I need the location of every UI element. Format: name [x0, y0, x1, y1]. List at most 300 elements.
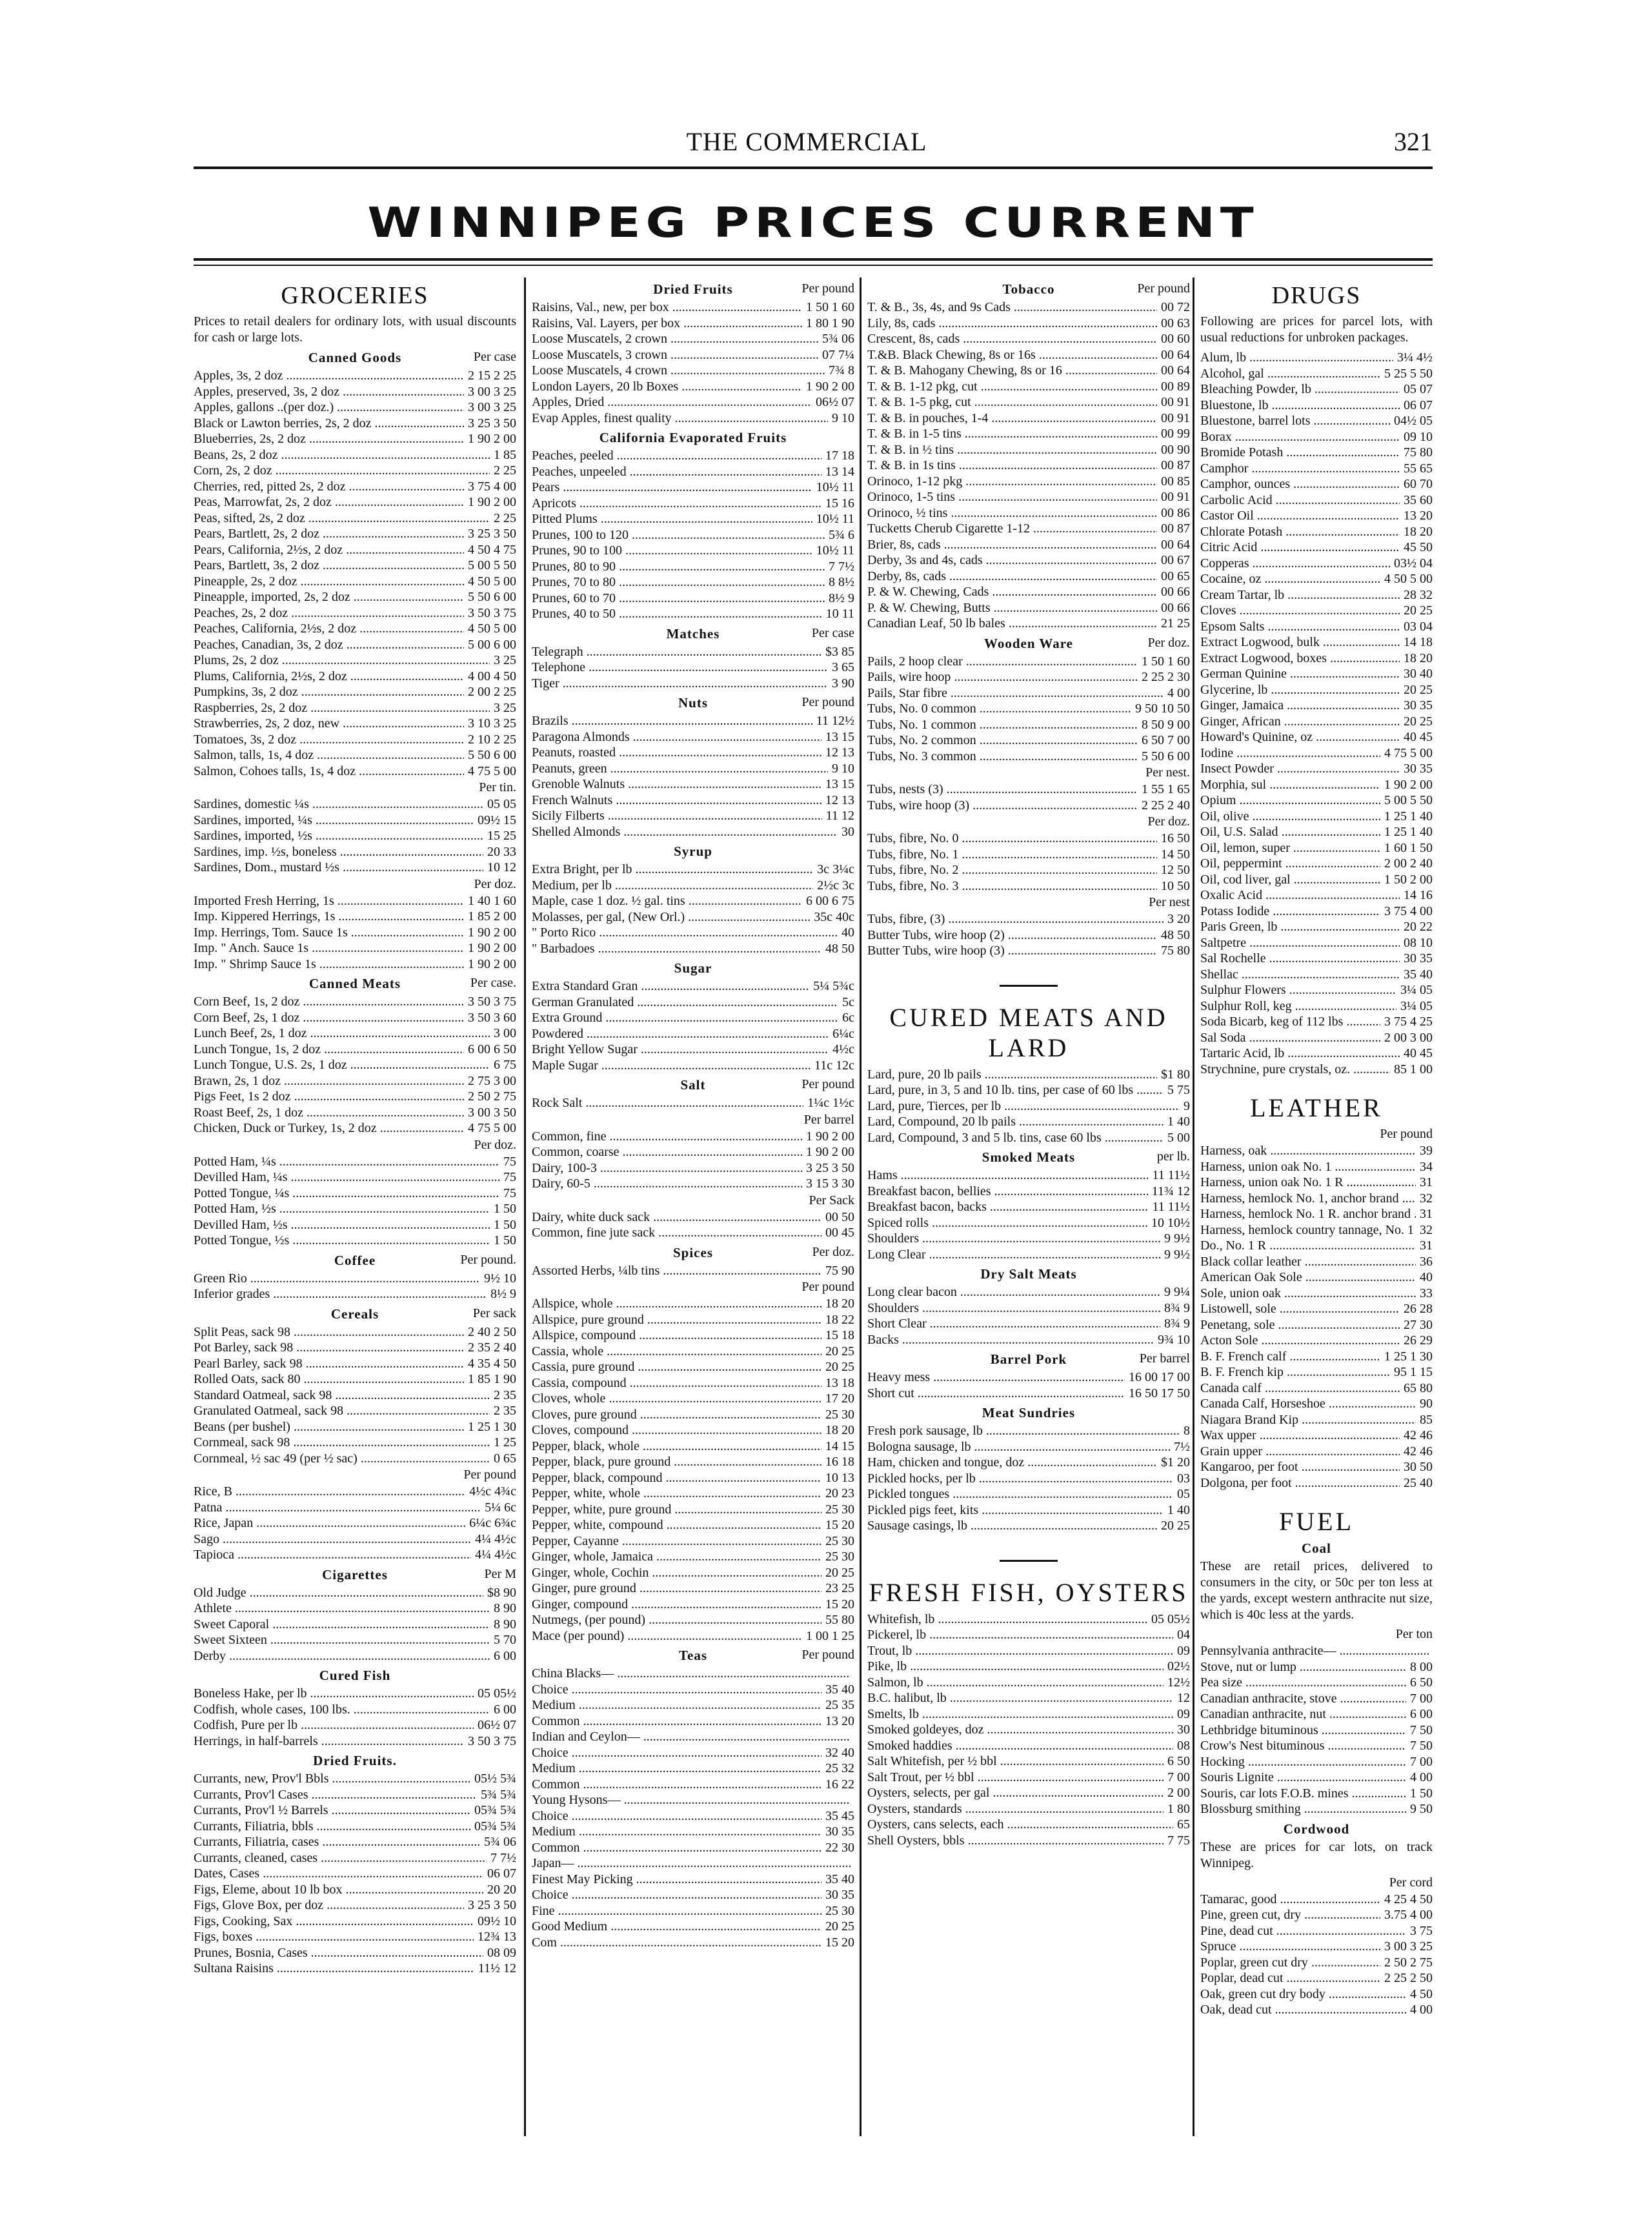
price-row [1200, 634, 1433, 651]
item-name: T. & B. in 1-5 tins ..... [867, 426, 1157, 442]
item-price: 6c [842, 1011, 854, 1025]
item-price: 10 12 [487, 860, 516, 874]
price-row [194, 1961, 516, 1977]
price-row [532, 1666, 854, 1682]
item-price: 4 00 [1410, 1770, 1433, 1784]
item-name: Pepper, white, whole ..... [532, 1486, 821, 1502]
price-row [867, 847, 1190, 863]
price-row [194, 925, 516, 941]
price-row [867, 569, 1190, 585]
subsection-heading [867, 636, 1190, 652]
item-name: Paris Green, lb ..... [1200, 919, 1400, 935]
price-row [867, 1369, 1190, 1386]
price-row [194, 1371, 516, 1388]
price-row [1200, 698, 1433, 714]
item-name: Currants, Filiatria, cases ..... [194, 1834, 480, 1850]
item-price: 5¼ 6c [485, 1500, 516, 1515]
price-row [194, 1419, 516, 1435]
item-price: 75 [503, 1186, 516, 1200]
item-price: 32 40 [825, 1745, 854, 1760]
column-tobacco [867, 278, 1190, 2136]
subsection-title: Cured Fish [319, 1668, 391, 1683]
item-name: Pearl Barley, sack 98 ..... [194, 1356, 464, 1372]
item-name: Chicken, Duck or Turkey, 1s, 2 doz ..... [194, 1120, 464, 1136]
item-name: Peaches, California, 2½s, 2 doz ..... [194, 621, 464, 637]
item-price: 40 [1420, 1270, 1433, 1284]
item-name: P. & W. Chewing, Cads ..... [867, 584, 1157, 600]
item-price: 00 63 [1161, 316, 1190, 330]
price-row [532, 574, 854, 591]
item-name: Peanuts, green ..... [532, 761, 828, 777]
item-price: 8½ 9 [829, 591, 854, 605]
item-name: Sicily Filberts ..... [532, 808, 822, 824]
price-row [1200, 745, 1433, 762]
item-name: Lard, pure, Tierces, per lb ..... [867, 1098, 1180, 1115]
price-row [194, 1850, 516, 1866]
item-price: 16 18 [825, 1455, 854, 1469]
item-name: Camphor ..... [1200, 461, 1400, 477]
item-price: 5 75 [1167, 1083, 1190, 1097]
item-price: 1 90 2 00 [806, 379, 854, 394]
item-price: 5 25 5 50 [1384, 366, 1433, 381]
item-name: Pea size ..... [1200, 1675, 1406, 1691]
item-name: " Porto Rico ..... [532, 925, 838, 941]
unit-label: Per sack [472, 1306, 516, 1320]
item-name: Oysters, standards ..... [867, 1801, 1163, 1817]
item-price: 3 50 3 75 [468, 1733, 516, 1748]
item-price: 6 00 [494, 1648, 516, 1663]
price-row [867, 1386, 1190, 1402]
item-price: 00 87 [1161, 458, 1190, 472]
item-price: 8 50 9 00 [1142, 717, 1190, 732]
item-name: Cocaine, oz ..... [1200, 571, 1380, 587]
item-price: 20 25 [825, 1919, 854, 1934]
item-name: Grenoble Walnuts ..... [532, 776, 821, 793]
price-row [194, 1286, 516, 1302]
item-price: 45 50 [1404, 540, 1433, 554]
item-price: 8 00 [1410, 1659, 1433, 1674]
price-row [194, 716, 516, 732]
item-name: Tubs, fibre, No. 1 ..... [867, 847, 1157, 863]
column-dried-fruits [532, 278, 854, 2136]
price-row [867, 474, 1190, 490]
price-row [532, 1344, 854, 1360]
unit-label: Per doz. [1147, 635, 1190, 650]
item-price: 3 50 3 60 [468, 1010, 516, 1025]
item-price: 3 50 3 75 [468, 605, 516, 620]
item-name: Citric Acid ..... [1200, 540, 1400, 556]
price-row [1200, 492, 1433, 509]
price-row [867, 442, 1190, 458]
price-row [194, 1271, 516, 1287]
price-row [532, 925, 854, 941]
price-row [867, 1247, 1190, 1263]
price-row [867, 1332, 1190, 1348]
unit-label: Per doz. [812, 1244, 854, 1259]
price-row [867, 410, 1190, 427]
price-row [867, 1455, 1190, 1471]
item-price: 13 18 [825, 1375, 854, 1390]
unit-label: Per doz. [474, 876, 516, 891]
item-name: Boneless Hake, per lb ..... [194, 1686, 474, 1702]
price-row [532, 1095, 854, 1111]
price-row [194, 747, 516, 763]
item-name: T. & B. in pouches, 1-4 ..... [867, 410, 1157, 427]
price-row [532, 1824, 854, 1840]
item-price: 5c [842, 995, 854, 1009]
item-name: Trout, lb ..... [867, 1643, 1173, 1659]
item-price: 2 50 2 75 [468, 1089, 516, 1104]
price-row [1200, 1396, 1433, 1412]
item-price: 4 50 5 00 [468, 621, 516, 636]
subsection-heading [532, 626, 854, 642]
price-row [867, 521, 1190, 537]
item-price: 1 85 [494, 447, 516, 462]
item-name: Bright Yellow Sugar ..... [532, 1042, 829, 1058]
item-name: Rolled Oats, sack 80 ..... [194, 1371, 464, 1388]
item-price: 39 [1420, 1144, 1433, 1158]
item-name: Cloves, compound ..... [532, 1422, 821, 1439]
item-name: Shelled Almonds ..... [532, 824, 838, 840]
item-price: 4¼ 4½c [475, 1548, 516, 1562]
price-row [194, 1601, 516, 1617]
price-row [867, 927, 1190, 944]
item-price: 9 50 [1410, 1802, 1433, 1816]
item-price: 1 50 [1410, 1786, 1433, 1801]
item-name: Roast Beef, 2s, 1 doz ..... [194, 1105, 464, 1121]
price-row [194, 1771, 516, 1787]
item-name: Oil, U.S. Salad ..... [1200, 824, 1380, 840]
item-name: Poplar, dead cut ..... [1200, 1970, 1380, 1986]
item-price: 2 00 [1167, 1786, 1190, 1800]
price-row [867, 1833, 1190, 1849]
item-name: Cornmeal, sack 98 ..... [194, 1435, 490, 1451]
item-name: Tubs, fibre, No. 3 ..... [867, 878, 1157, 894]
item-name: Smelts, lb ..... [867, 1706, 1173, 1722]
item-name: Breakfast bacon, backs ..... [867, 1199, 1148, 1215]
price-row [867, 1067, 1190, 1083]
item-price: 1 90 2 00 [468, 432, 516, 446]
unit-label: per lb. [1156, 1149, 1190, 1164]
item-price: 10 10½ [1151, 1215, 1190, 1230]
price-row [867, 798, 1190, 814]
price-row [532, 1470, 854, 1486]
item-name: Peaches, peeled ..... [532, 448, 821, 464]
item-name: Sardines, imported, ¼s ..... [194, 813, 474, 829]
item-name: Harness, hemlock No. 1, anchor brand ..... [1200, 1191, 1416, 1207]
price-row [194, 1834, 516, 1850]
item-name: Currants, Prov'l Cases ..... [194, 1787, 477, 1803]
item-name: Apricots ..... [532, 496, 821, 512]
price-row [194, 368, 516, 384]
item-name: Ginger, pure ground ..... [532, 1581, 821, 1597]
item-name: Sardines, imp. ½s, boneless ..... [194, 844, 483, 860]
price-row [867, 1167, 1190, 1184]
price-row [1200, 1892, 1433, 1908]
price-row [194, 1042, 516, 1058]
item-price: 40 [841, 925, 854, 940]
item-name: Lethbridge bituminous ..... [1200, 1722, 1406, 1739]
item-price: 9¾ 10 [1158, 1332, 1190, 1347]
price-row [867, 1518, 1190, 1534]
price-row [1200, 714, 1433, 730]
price-row [532, 1729, 854, 1745]
subsection-title: Cereals [330, 1306, 379, 1322]
item-price: 18 20 [825, 1423, 854, 1437]
price-row [194, 558, 516, 574]
price-row [867, 600, 1190, 616]
item-price: 10½ 11 [816, 543, 854, 558]
price-row [194, 940, 516, 956]
price-row [532, 909, 854, 925]
price-row [532, 379, 854, 395]
price-row [1200, 524, 1433, 540]
price-row [532, 1808, 854, 1824]
item-price: 11c 12c [814, 1058, 854, 1073]
item-price: 15 18 [825, 1328, 854, 1342]
item-name: Sardines, domestic ¼s ..... [194, 796, 483, 813]
price-row [532, 1935, 854, 1951]
item-price: 35c 40c [814, 909, 854, 924]
item-name: Lunch Tongue, U.S. 2s, 1 doz ..... [194, 1057, 490, 1073]
price-row [194, 1435, 516, 1451]
item-price: 09 10 [1404, 429, 1433, 444]
price-row [532, 527, 854, 543]
item-price: 90 [1420, 1397, 1433, 1411]
page-banner: WINNIPEG PRICES CURRENT [367, 197, 1259, 247]
price-row [194, 1547, 516, 1563]
subsection-heading [532, 281, 854, 298]
item-name: Orinoco, ½ tins ..... [867, 505, 1157, 521]
item-price: 4 75 5 00 [468, 763, 516, 778]
item-price: 75 80 [1404, 445, 1433, 460]
price-row [532, 995, 854, 1011]
item-name: Whitefish, lb ..... [867, 1611, 1147, 1628]
item-name: Pears, Bartlett, 3s, 2 doz ..... [194, 558, 464, 574]
item-price: 40 45 [1404, 1046, 1433, 1060]
item-name: Pine, green cut, dry ..... [1200, 1907, 1380, 1923]
item-price: 75 [503, 1170, 516, 1184]
item-name: Copperas ..... [1200, 556, 1390, 572]
price-row [194, 1356, 516, 1372]
item-name: Figs, boxes ..... [194, 1929, 474, 1945]
item-name: Sal Rochelle ..... [1200, 951, 1400, 967]
price-row [1200, 666, 1433, 682]
item-price: 3 25 3 50 [468, 527, 516, 541]
price-row [867, 363, 1190, 379]
item-price: 8 8½ [829, 575, 854, 589]
item-name: Peaches, unpeeled ..... [532, 464, 821, 480]
price-row [1200, 413, 1433, 429]
item-price: 26 28 [1404, 1302, 1433, 1316]
item-name: Inferior grades ..... [194, 1286, 487, 1302]
item-price: 17 18 [825, 449, 854, 463]
item-name: China Blacks— ..... [532, 1666, 851, 1682]
price-row [532, 299, 854, 316]
subsection-title: Coal [1302, 1540, 1331, 1556]
price-row [532, 1359, 854, 1375]
price-row [1200, 1254, 1433, 1270]
price-row [867, 426, 1190, 442]
price-row [532, 1042, 854, 1058]
item-price: 30 [1177, 1722, 1190, 1737]
item-name: Sulphur Roll, keg ..... [1200, 998, 1396, 1015]
item-price: 4 00 4 50 [468, 669, 516, 683]
price-row [194, 1515, 516, 1531]
price-row [532, 1502, 854, 1518]
item-price [851, 1729, 854, 1745]
unit-label: Per pound [463, 1468, 516, 1482]
item-price: 07 7¼ [822, 347, 854, 362]
item-price: 12¾ 13 [478, 1930, 516, 1944]
price-row [194, 1897, 516, 1914]
price-row [867, 1486, 1190, 1502]
item-price: 7 50 [1410, 1739, 1433, 1753]
item-name: Camphor, ounces ..... [1200, 476, 1400, 492]
item-price: 05¾ 5¾ [474, 1803, 516, 1817]
item-price: 1 25 1 40 [1384, 825, 1433, 839]
item-name: Harness, hemlock No. 1 R. anchor brand ..... [1200, 1206, 1416, 1222]
item-price: 1 50 1 60 [1142, 654, 1190, 669]
section-heading: LEATHER [1250, 1093, 1383, 1122]
price-row [867, 1785, 1190, 1801]
item-name: Pepper, white, compound ..... [532, 1517, 821, 1533]
price-row [1200, 1475, 1433, 1491]
price-row [532, 1010, 854, 1026]
item-price: 8 90 [494, 1601, 516, 1615]
page-number: 321 [1394, 127, 1433, 156]
price-row [867, 1439, 1190, 1455]
item-name: Loose Muscatels, 3 crown ..... [532, 347, 818, 363]
item-name: Hocking ..... [1200, 1754, 1406, 1770]
price-row [1200, 1333, 1433, 1349]
item-price: 5 00 6 00 [468, 637, 516, 652]
price-row [867, 489, 1190, 505]
price-row [867, 669, 1190, 685]
item-price: 25 30 [825, 1533, 854, 1548]
item-price: 30 35 [825, 1888, 854, 1902]
item-name: Spruce ..... [1200, 1939, 1380, 1955]
item-name: Morphia, sul ..... [1200, 777, 1380, 793]
item-name: Tubs, nests (3) ..... [867, 782, 1138, 798]
item-price: 6 50 [1410, 1675, 1433, 1690]
subsection-heading [1200, 1821, 1433, 1837]
price-row [1200, 1364, 1433, 1380]
item-name: Medium ..... [532, 1761, 821, 1777]
item-price: 2 25 [494, 510, 516, 525]
item-name: Orinoco, 1-12 pkg ..... [867, 474, 1157, 490]
item-name: Good Medium ..... [532, 1919, 821, 1935]
item-price: 03 [1177, 1471, 1190, 1486]
price-row [532, 1296, 854, 1312]
price-row [1200, 1770, 1433, 1786]
item-price: 20 33 [487, 844, 516, 859]
price-row [867, 717, 1190, 733]
price-row [1200, 1754, 1433, 1770]
price-row [532, 1391, 854, 1407]
price-row [194, 860, 516, 876]
price-row [532, 591, 854, 607]
item-price [851, 1792, 854, 1808]
item-name: P. & W. Chewing, Butts ..... [867, 600, 1157, 616]
price-row [194, 1787, 516, 1803]
subsection-title: Meat Sundries [982, 1405, 1076, 1420]
price-row [194, 956, 516, 973]
price-row [194, 828, 516, 844]
item-name: Dairy, 100-3 ..... [532, 1160, 802, 1177]
item-name: Plums, 2s, 2 doz ..... [194, 652, 490, 669]
price-row [532, 1517, 854, 1533]
item-name: Bologna sausage, lb ..... [867, 1439, 1170, 1455]
item-price: 3 00 3 25 [468, 400, 516, 414]
price-row [1200, 793, 1433, 809]
price-row [1200, 445, 1433, 461]
item-name: Sweet Caporal ..... [194, 1617, 490, 1633]
item-name: Fine ..... [532, 1903, 821, 1919]
item-name: T. & B., 3s, 4s, and 9s Cads ..... [867, 299, 1157, 316]
item-name: Canadian anthracite, stove ..... [1200, 1691, 1406, 1707]
item-price: 00 65 [1161, 569, 1190, 583]
price-row [867, 831, 1190, 847]
price-row [867, 1643, 1190, 1659]
subsection-title: Dry Salt Meats [980, 1266, 1077, 1282]
item-price: 9 [1184, 1098, 1190, 1113]
price-row [532, 1209, 854, 1226]
item-price: 3 50 3 75 [468, 995, 516, 1009]
item-price: 00 50 [825, 1209, 854, 1224]
item-name: Apples, gallons ..(per doz.) ..... [194, 399, 464, 416]
item-price: 09 [1177, 1706, 1190, 1721]
running-head [194, 126, 1433, 159]
item-name: Pot Barley, sack 98 ..... [194, 1340, 464, 1356]
price-row [1200, 1030, 1433, 1046]
price-row [1200, 540, 1433, 556]
item-price: 3 25 [494, 653, 516, 667]
item-price: 1 90 2 00 [806, 1129, 854, 1144]
subsection-heading [867, 1405, 1190, 1421]
banner-rule-top [194, 258, 1433, 261]
item-price: 9 9½ [1164, 1247, 1190, 1262]
price-row [532, 1176, 854, 1192]
price-row [532, 1597, 854, 1613]
item-name: Common, coarse ..... [532, 1144, 802, 1160]
item-name: Devilled Ham, ½s ..... [194, 1217, 490, 1233]
price-row [194, 1105, 516, 1121]
price-row [1200, 1939, 1433, 1955]
item-name: B. F. French kip ..... [1200, 1364, 1390, 1380]
item-name: Dairy, 60-5 ..... [532, 1176, 802, 1192]
item-price: 30 50 [1404, 1460, 1433, 1474]
price-row [532, 729, 854, 745]
price-row [1200, 651, 1433, 667]
price-row [1200, 1428, 1433, 1444]
item-name: Apples, Dried ..... [532, 394, 812, 410]
item-price: 9 10 [832, 410, 854, 425]
item-price: 8 90 [494, 1617, 516, 1631]
item-name: Extract Logwood, boxes ..... [1200, 651, 1400, 667]
item-name: Pike, lb ..... [867, 1659, 1163, 1675]
price-row [194, 637, 516, 653]
unit-label: Per pound [801, 1280, 854, 1294]
item-price [851, 1855, 854, 1872]
price-row [532, 745, 854, 761]
item-name: Tubs, No. 3 common ..... [867, 749, 1138, 765]
item-name: Strawberries, 2s, 2 doz, new ..... [194, 716, 464, 732]
subsection-heading [194, 350, 516, 366]
item-price: 15 20 [825, 1518, 854, 1532]
item-price: 9 50 10 50 [1135, 702, 1190, 716]
item-name: Long clear bacon ..... [867, 1284, 1160, 1300]
